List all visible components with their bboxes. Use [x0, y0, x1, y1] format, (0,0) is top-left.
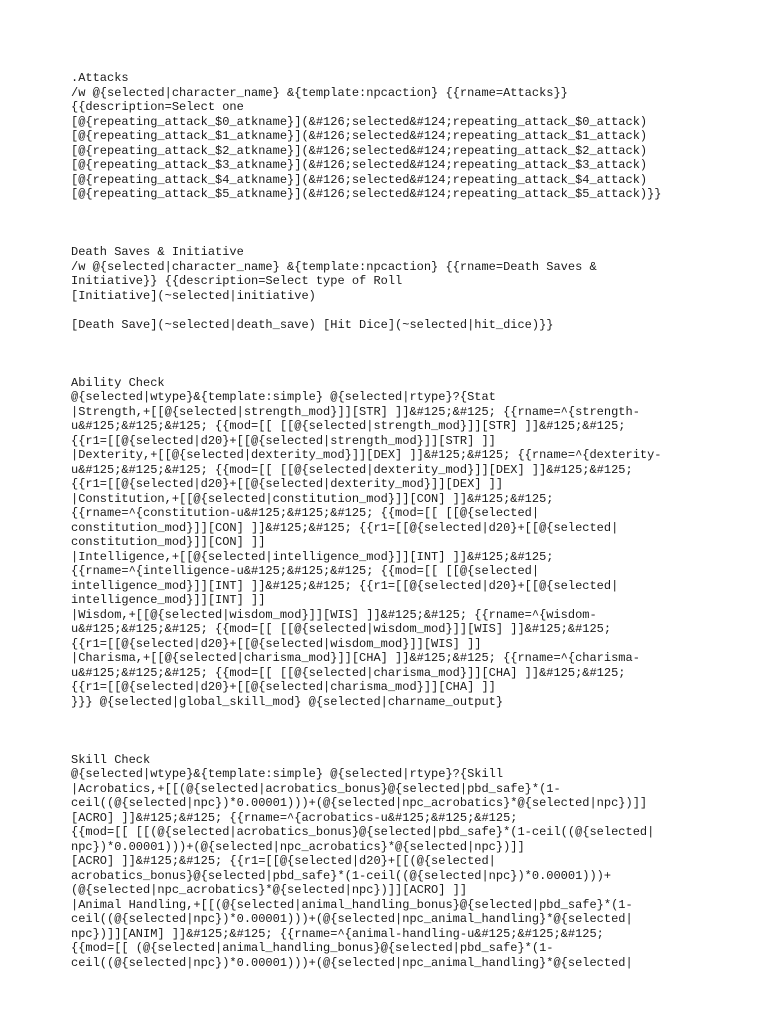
code-line: |Constitution,+[[@{selected|constitution_mod}]][CON] ]]&#125;&#125;	[71, 491, 554, 506]
code-line: |Animal Handling,+[[(@{selected|animal_handling_bonus}@{selected|pbd_safe}*(1-	[71, 897, 633, 912]
code-line: {{mod=[[ [[(@{selected|acrobatics_bonus}@{selected|pbd_safe}*(1-ceil((@{selected|	[71, 825, 655, 839]
code-line	[71, 303, 731, 318]
code-line: u&#125;&#125;&#125; {{mod=[[ [[@{selected|dexterity_mod}]][DEX] ]]&#125;&#125;	[71, 462, 633, 477]
code-line: [@{repeating_attack_$5_atkname}](&#126;selected&#124;repeating_attack_$5_attack)}}	[71, 187, 662, 201]
code-line: (@{selected|npc_acrobatics}*@{selected|npc})]][ACRO] ]]	[71, 883, 468, 897]
code-line: {{r1=[[@{selected|d20}+[[@{selected|wisdom_mod}]][WIS] ]]	[71, 636, 482, 651]
code-line: u&#125;&#125;&#125; {{mod=[[ [[@{selected|wisdom_mod}]][WIS] ]]&#125;&#125;	[71, 622, 612, 636]
code-line: [Initiative](~selected|initiative)	[71, 288, 316, 303]
section-heading: Death Saves & Initiative	[71, 245, 244, 259]
code-line: constitution_mod}]][CON] ]]&#125;&#125; {{r1=[[@{selected|d20}+[[@{selected|	[71, 520, 619, 535]
code-line: {{description=Select one	[71, 100, 244, 114]
code-line: {{r1=[[@{selected|d20}+[[@{selected|charisma_mod}]][CHA] ]]	[71, 680, 496, 694]
code-line: [@{repeating_attack_$1_atkname}](&#126;selected&#124;repeating_attack_$1_attack)	[71, 129, 648, 143]
code-line: constitution_mod}]][CON] ]]	[71, 535, 266, 549]
code-line: [Death Save](~selected|death_save) [Hit Dice](~selected|hit_dice)}}	[71, 317, 554, 332]
section-skill-check	[71, 753, 731, 971]
code-line: |Charisma,+[[@{selected|charisma_mod}]][CHA] ]]&#125;&#125; {{rname=^{charisma-	[71, 651, 640, 665]
code-line: u&#125;&#125;&#125; {{mod=[[ [[@{selected|charisma_mod}]][CHA] ]]&#125;&#125;	[71, 665, 626, 680]
code-line: {{r1=[[@{selected|d20}+[[@{selected|strength_mod}]][STR] ]]	[71, 433, 496, 448]
code-line: |Intelligence,+[[@{selected|intelligence_mod}]][INT] ]]&#125;&#125;	[71, 549, 554, 564]
code-line: [@{repeating_attack_$0_atkname}](&#126;selected&#124;repeating_attack_$0_attack)	[71, 114, 648, 129]
code-line: @{selected|wtype}&{template:simple} @{selected|rtype}?{Skill	[71, 767, 504, 781]
code-line: ceil((@{selected|npc})*0.00001)))+(@{selected|npc_animal_handling}*@{selected|	[71, 955, 633, 970]
section-spacer	[71, 709, 731, 753]
code-line: {{rname=^{constitution-u&#125;&#125;&#125; {{mod=[[ [[@{selected|	[71, 506, 540, 520]
section-death-saves-initiative	[71, 245, 731, 332]
code-line: npc})*0.00001)))+(@{selected|npc_acrobatics}*@{selected|npc})]]	[71, 839, 525, 854]
code-line: |Dexterity,+[[@{selected|dexterity_mod}]][DEX] ]]&#125;&#125; {{rname=^{dexterity-	[71, 448, 662, 462]
code-line: {{rname=^{intelligence-u&#125;&#125;&#125; {{mod=[[ [[@{selected|	[71, 564, 540, 578]
code-line: [ACRO] ]]&#125;&#125; {{rname=^{acrobatics-u&#125;&#125;&#125;	[71, 810, 518, 825]
code-line: acrobatics_bonus}@{selected|pbd_safe}*(1-ceil((@{selected|npc})*0.00001)))+	[71, 868, 612, 883]
section-heading: Ability Check	[71, 375, 165, 390]
code-line: @{selected|wtype}&{template:simple} @{selected|rtype}?{Stat	[71, 390, 496, 404]
code-line: |Acrobatics,+[[(@{selected|acrobatics_bonus}@{selected|pbd_safe}*(1-	[71, 781, 561, 796]
section-attacks	[71, 71, 731, 202]
section-heading: Skill Check	[71, 752, 151, 767]
section-heading: .Attacks	[71, 71, 129, 85]
code-line: intelligence_mod}]][INT] ]]&#125;&#125; {{r1=[[@{selected|d20}+[[@{selected|	[71, 578, 619, 593]
code-line: {{mod=[[ (@{selected|animal_handling_bonus}@{selected|pbd_safe}*(1-	[71, 941, 554, 955]
code-line: ceil((@{selected|npc})*0.00001)))+(@{selected|npc_animal_handling}*@{selected|	[71, 912, 633, 926]
code-line: /w @{selected|character_name} &{template:npcaction} {{rname=Attacks}}	[71, 85, 568, 100]
code-line: u&#125;&#125;&#125; {{mod=[[ [[@{selected|strength_mod}]][STR] ]]&#125;&#125;	[71, 419, 626, 433]
code-line: |Wisdom,+[[@{selected|wisdom_mod}]][WIS] ]]&#125;&#125; {{rname=^{wisdom-	[71, 607, 597, 622]
code-line: |Strength,+[[@{selected|strength_mod}]][STR] ]]&#125;&#125; {{rname=^{strength-	[71, 404, 640, 419]
code-line: npc})]][ANIM] ]]&#125;&#125; {{rname=^{animal-handling-u&#125;&#125;&#125;	[71, 926, 604, 941]
code-line: Initiative}} {{description=Select type of Roll	[71, 274, 403, 288]
code-line: [@{repeating_attack_$3_atkname}](&#126;selected&#124;repeating_attack_$3_attack)	[71, 158, 648, 172]
section-spacer	[71, 332, 731, 376]
code-line: ceil((@{selected|npc})*0.00001)))+(@{selected|npc_acrobatics}*@{selected|npc})]]	[71, 796, 648, 810]
section-spacer	[71, 202, 731, 246]
document-page	[71, 71, 731, 970]
code-line: [ACRO] ]]&#125;&#125; {{r1=[[@{selected|d20}+[[(@{selected|	[71, 854, 496, 868]
section-ability-check	[71, 376, 731, 710]
code-line: [@{repeating_attack_$2_atkname}](&#126;selected&#124;repeating_attack_$2_attack)	[71, 143, 648, 158]
code-line: }}} @{selected|global_skill_mod} @{selected|charname_output}	[71, 694, 504, 709]
code-line: /w @{selected|character_name} &{template:npcaction} {{rname=Death Saves &	[71, 259, 597, 274]
code-line: {{r1=[[@{selected|d20}+[[@{selected|dexterity_mod}]][DEX] ]]	[71, 477, 504, 491]
code-line: [@{repeating_attack_$4_atkname}](&#126;selected&#124;repeating_attack_$4_attack)	[71, 172, 648, 187]
code-line: intelligence_mod}]][INT] ]]	[71, 593, 266, 607]
